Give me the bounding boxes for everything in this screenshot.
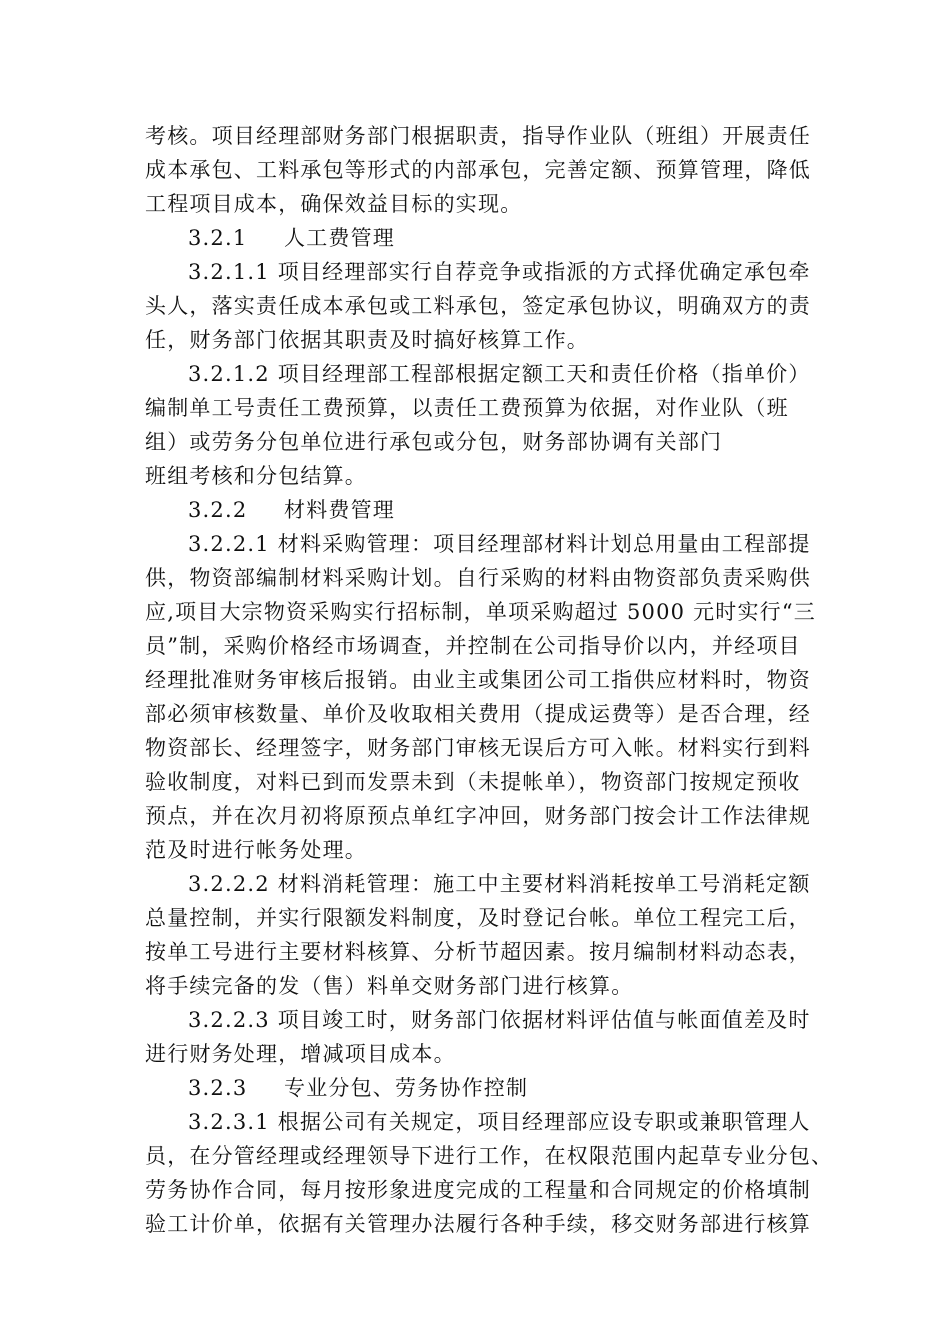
paragraph-line: 预点，并在次月初将原预点单红字冲回，财务部门按会计工作法律规 (145, 804, 811, 828)
section-heading-3-2-3 (188, 1073, 528, 1103)
paragraph-line: 3.2.1.2 项目经理部工程部根据定额工天和责任价格（指单价） (188, 362, 811, 386)
section-number: 3.2.3 (188, 1076, 248, 1100)
paragraph-line: 3.2.3.1 根据公司有关规定，项目经理部应设专职或兼职管理人 (188, 1110, 811, 1134)
paragraph-line: 考核。项目经理部财务部门根据职责，指导作业队（班组）开展责任 (145, 124, 811, 148)
paragraph-line: 经理批准财务审核后报销。由业主或集团公司工指供应材料时，物资 (145, 668, 811, 692)
section-heading-3-2-1 (188, 223, 395, 253)
paragraph-line: 应,项目大宗物资采购实行招标制，单项采购超过 5000 元时实行“三 (145, 600, 817, 624)
paragraph-line: 工程项目成本，确保效益目标的实现。 (145, 192, 523, 216)
paragraph-line: 验工计价单，依据有关管理办法履行各种手续，移交财务部进行核算 (145, 1212, 811, 1236)
paragraph-line: 供，物资部编制材料采购计划。自行采购的材料由物资部负责采购供 (145, 566, 811, 590)
section-heading-3-2-2 (188, 495, 395, 525)
section-title: 人工费管理 (284, 226, 395, 250)
section-number: 3.2.1 (188, 226, 248, 250)
paragraph-line: 总量控制，并实行限额发料制度，及时登记台帐。单位工程完工后， (145, 906, 811, 930)
paragraph-line: 3.2.2.3 项目竣工时，财务部门依据材料评估值与帐面值差及时 (188, 1008, 811, 1032)
paragraph-line: 验收制度，对料已到而发票未到（未提帐单），物资部门按规定预收 (145, 770, 801, 794)
paragraph-line: 物资部长、经理签字，财务部门审核无误后方可入帐。材料实行到料 (145, 736, 811, 760)
paragraph-line: 编制单工号责任工费预算，以责任工费预算为依据，对作业队（班 (145, 396, 789, 420)
paragraph-line: 任，财务部门依据其职责及时搞好核算工作。 (145, 328, 589, 352)
paragraph-line: 头人，落实责任成本承包或工料承包，签定承包协议，明确双方的责 (145, 294, 811, 318)
paragraph-line: 将手续完备的发（售）料单交财务部门进行核算。 (145, 974, 634, 998)
paragraph-line: 劳务协作合同，每月按形象进度完成的工程量和合同规定的价格填制 (145, 1178, 811, 1202)
paragraph-line: 范及时进行帐务处理。 (145, 838, 367, 862)
paragraph-line: 按单工号进行主要材料核算、分析节超因素。按月编制材料动态表， (145, 940, 811, 964)
paragraph-line: 组）或劳务分包单位进行承包或分包，财务部协调有关部门 (145, 430, 723, 454)
paragraph-line: 员”制，采购价格经市场调查，并控制在公司指导价以内，并经项目 (145, 634, 801, 658)
paragraph-line: 进行财务处理，增减项目成本。 (145, 1042, 456, 1066)
paragraph-line: 部必须审核数量、单价及收取相关费用（提成运费等）是否合理，经 (145, 702, 811, 726)
paragraph-line: 员，在分管经理或经理领导下进行工作，在权限范围内起草专业分包、 (145, 1144, 834, 1168)
section-number: 3.2.2 (188, 498, 248, 522)
paragraph-line: 班组考核和分包结算。 (145, 464, 367, 488)
paragraph-line: 成本承包、工料承包等形式的内部承包，完善定额、预算管理，降低 (145, 158, 811, 182)
paragraph-line: 3.2.2.2 材料消耗管理：施工中主要材料消耗按单工号消耗定额 (188, 872, 811, 896)
paragraph-line: 3.2.1.1 项目经理部实行自荐竞争或指派的方式择优确定承包牵 (188, 260, 811, 284)
section-title: 材料费管理 (284, 498, 395, 522)
section-title: 专业分包、劳务协作控制 (284, 1076, 529, 1100)
paragraph-line: 3.2.2.1 材料采购管理：项目经理部材料计划总用量由工程部提 (188, 532, 811, 556)
